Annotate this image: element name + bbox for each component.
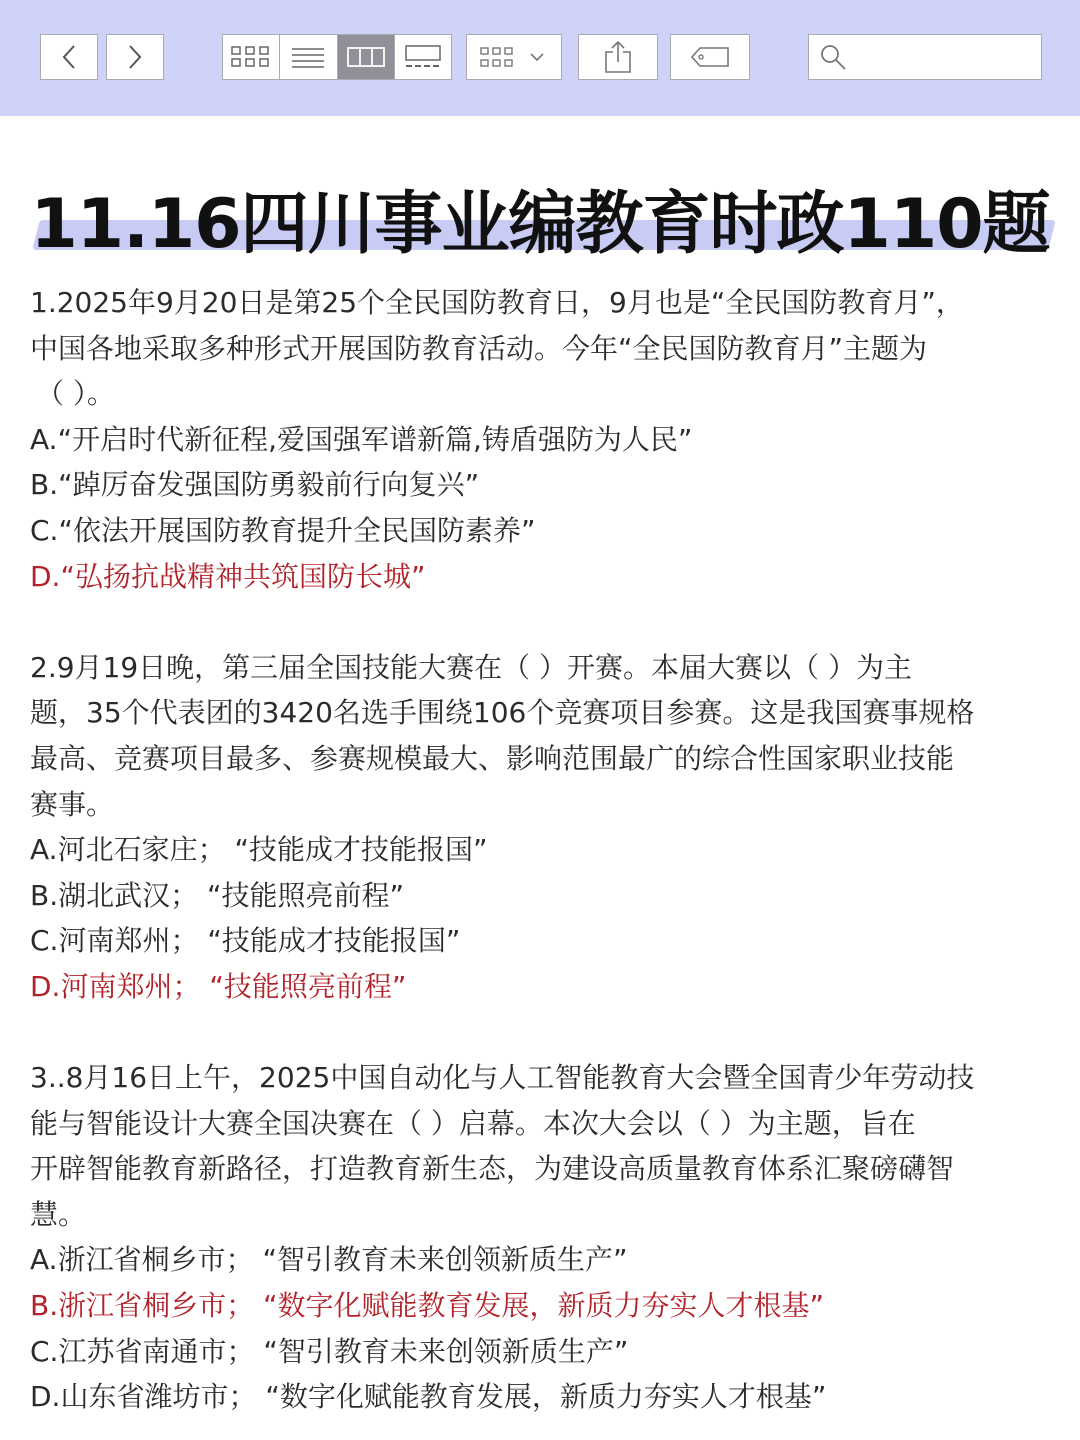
question-text-line: 1.2025年9月20日是第25个全民国防教育日，9月也是“全民国防教育月”，: [30, 286, 964, 319]
tag-button[interactable]: [670, 34, 750, 80]
list-view-button[interactable]: [280, 35, 337, 79]
gallery-view-button[interactable]: [395, 35, 451, 79]
option-c: C.江苏省南通市； “智引教育未来创领新质生产”: [30, 1334, 629, 1368]
question-text-line: 中国各地采取多种形式开展国防教育活动。今年“全民国防教育月”主题为: [30, 331, 928, 365]
option-c: C.“依法开展国防教育提升全民国防素养”: [30, 513, 536, 547]
gallery-view-icon: [404, 45, 442, 69]
option-d-answer: D.河南郑州； “技能照亮前程”: [30, 969, 407, 1003]
toolbar: [0, 0, 1080, 116]
option-b: B.“踔厉奋发强国防勇毅前行向复兴”: [30, 468, 480, 502]
share-icon: [604, 40, 632, 74]
back-button[interactable]: [40, 34, 98, 80]
page-title: 11.16四川事业编教育时政110题: [30, 185, 1050, 264]
column-view-button[interactable]: [338, 35, 395, 79]
chevron-left-icon: [62, 44, 76, 70]
option-a: A.河北石家庄； “技能成才技能报国”: [30, 833, 488, 867]
question-text-line: 题，35个代表团的3420名选手围绕106个竞赛项目参赛。这是我国赛事规格: [30, 696, 975, 730]
group-by-icon: [479, 45, 549, 69]
question-text-line: 开辟智能教育新路径，打造教育新生态，为建设高质量教育体系汇聚磅礴智: [30, 1152, 955, 1186]
option-c: C.河南郑州； “技能成才技能报国”: [30, 924, 461, 958]
grid-view-icon: [231, 45, 271, 69]
share-button[interactable]: [578, 34, 658, 80]
group-by-button[interactable]: [466, 34, 562, 80]
question-list: [30, 280, 1050, 1420]
option-a: A.浙江省桐乡市； “智引教育未来创领新质生产”: [30, 1243, 628, 1277]
column-view-icon: [347, 46, 385, 68]
option-d-answer: D.“弘扬抗战精神共筑国防长城”: [30, 559, 426, 593]
search-icon: [819, 43, 847, 71]
chevron-right-icon: [128, 44, 142, 70]
question-text-line: 慧。: [30, 1197, 87, 1231]
search-field[interactable]: [808, 34, 1042, 80]
grid-view-button[interactable]: [223, 35, 280, 79]
view-switcher: [222, 34, 452, 80]
question-3: [30, 1055, 1050, 1420]
question-text-line: 最高、竞赛项目最多、参赛规模最大、影响范围最广的综合性国家职业技能: [30, 741, 955, 775]
question-text-line: 3..8月16日上午，2025中国自动化与人工智能教育大会暨全国青少年劳动技: [30, 1061, 975, 1095]
title-area: [0, 168, 1080, 268]
option-b: B.湖北武汉； “技能照亮前程”: [30, 878, 405, 912]
question-2: [30, 645, 1050, 1010]
option-a: A.“开启时代新征程,爱国强军谱新篇,铸盾强防为人民”: [30, 422, 693, 456]
spacer: [30, 1010, 1050, 1056]
list-view-icon: [291, 46, 325, 68]
option-b-answer: B.浙江省桐乡市； “数字化赋能教育发展，新质力夯实人才根基”: [30, 1289, 825, 1323]
question-text-line: （ ）。: [36, 377, 115, 411]
spacer: [30, 599, 1050, 645]
question-text-line: 2.9月19日晚，第三届全国技能大赛在（ ）开赛。本届大赛以（ ）为主: [30, 650, 912, 684]
question-text-line: 能与智能设计大赛全国决赛在（ ）启幕。本次大会以（ ）为主题，旨在: [30, 1106, 916, 1140]
tag-icon: [690, 46, 730, 68]
forward-button[interactable]: [106, 34, 164, 80]
question-text-line: 赛事。: [30, 787, 115, 821]
option-d: D.山东省潍坊市； “数字化赋能教育发展，新质力夯实人才根基”: [30, 1380, 827, 1414]
question-1: [30, 280, 1050, 599]
